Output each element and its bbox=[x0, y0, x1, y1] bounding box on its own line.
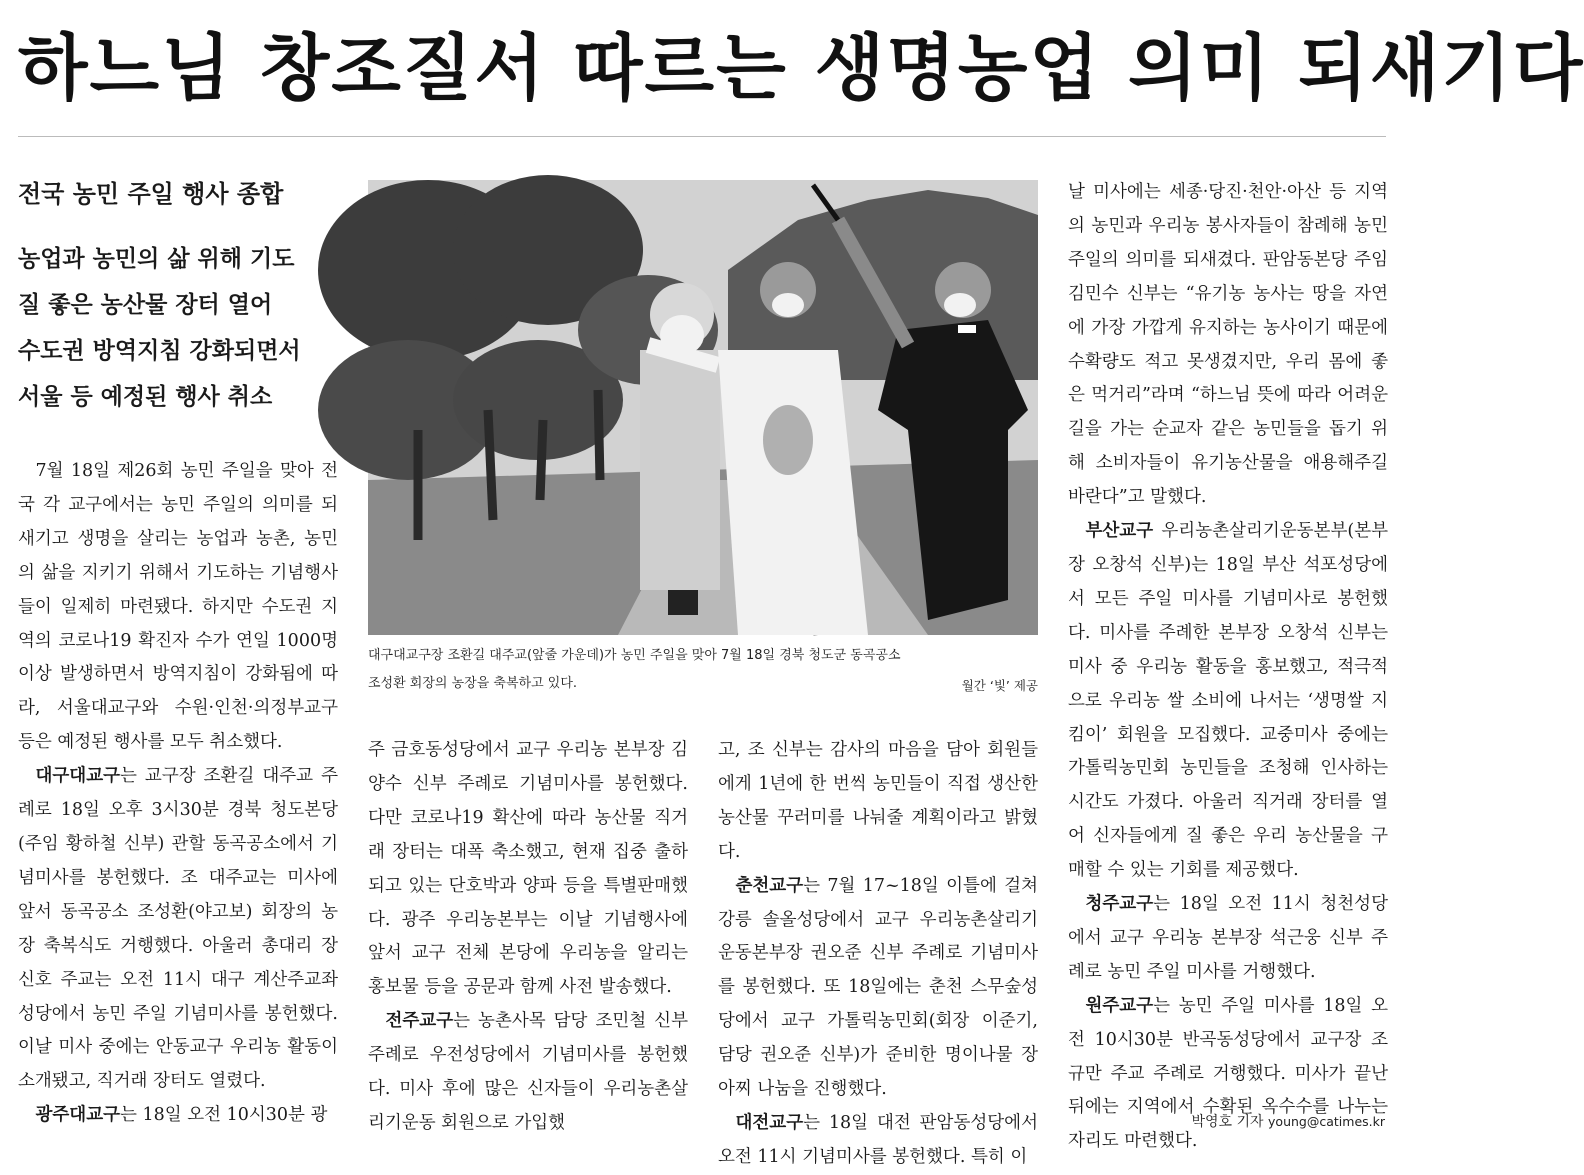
paragraph bbox=[18, 1099, 338, 1133]
paragraph-text: 는 18일 오전 11시 청천성당에서 교구 우리농 본부장 석근웅 신부 주례로 농민 주일 미사를 거행했다. bbox=[1068, 894, 1388, 982]
paragraph bbox=[18, 760, 338, 1099]
subheadline: 질 좋은 농산물 장터 열어 bbox=[18, 292, 273, 318]
paragraph-text: 우리농촌살리기운동본부(본부장 오창석 신부)는 18일 부산 석포성당에서 모든 주일 미사를 기념미사로 봉헌했다. 미사를 주례한 본부장 오창석 신부는 미사 중 우리농 활동을 홍보했고, 적극적으로 우리농 쌀 소비에 나서는 ‘생명쌀 지킴이’ 회원을 모집했다. 교중미사 중에는 가톨릭농민회 농민들을 조청해 인사하는 시간도 가졌다. 아울러 직거래 장터를 열어 신자들에게 질 좋은 우리 농산물을 구매할 수 있는 기회를 제공했다. bbox=[1068, 521, 1388, 881]
kicker: 전국 농민 주일 행사 종합 bbox=[18, 180, 284, 208]
paragraph-text: 는 7월 17~18일 이틀에 걸쳐 강릉 솔올성당에서 교구 우리농촌살리기운동본부장 권오준 신부 주례로 기념미사를 봉헌했다. 또 18일에는 춘천 스무숲성당에서 교구 가톨릭농민회(회장 이준기, 담당 권오준 신부)가 준비한 명이나물 장아찌 나눔을 진행했다. bbox=[718, 875, 1038, 1100]
subheadlines bbox=[18, 236, 348, 420]
diocese-lead: 대전교구 bbox=[735, 1112, 804, 1133]
paragraph bbox=[368, 1005, 688, 1141]
paragraph-text: 는 18일 오전 10시30분 광 bbox=[120, 1105, 328, 1126]
paragraph-text: 는 18일 대전 판암동성당에서 오전 11시 기념미사를 봉헌했다. 특히 이 bbox=[718, 1112, 1038, 1167]
article-column-2 bbox=[368, 734, 688, 1141]
article-column-1 bbox=[18, 455, 338, 1133]
article-column-3 bbox=[718, 734, 1038, 1175]
paragraph-text: 는 교구장 조환길 대주교 주례로 18일 오후 3시30분 경북 청도본당(주임 황하철 신부) 관할 동곡공소에서 기념미사를 봉헌했다. 조 대주교는 미사에 앞서 동곡공소 조성환(야고보) 회장의 농장 축복식도 거행했다. 아울러 총대리 장신호 주교는 오전 11시 대구 계산주교좌성당에서 농민 주일 기념미사를 봉헌했다. 이날 미사 중에는 안동교구 우리농 활동이 소개됐고, 직거래 장터도 열렸다. bbox=[18, 766, 338, 1092]
paragraph-text: 는 농촌사목 담당 조민철 신부 주례로 우전성당에서 기념미사를 봉헌했다. 미사 후에 많은 신자들이 우리농촌살리기운동 회원으로 가입했 bbox=[368, 1011, 688, 1133]
diocese-lead: 전주교구 bbox=[385, 1011, 454, 1032]
paragraph: 고, 조 신부는 감사의 마음을 담아 회원들에게 1년에 한 번씩 농민들이 직접 생산한 농산물 꾸러미를 나눠줄 계획이라고 밝혔다. bbox=[718, 740, 1038, 862]
diocese-lead: 광주대교구 bbox=[35, 1105, 121, 1126]
photo-credit: 월간 ‘빛’ 제공 bbox=[961, 678, 1038, 693]
subheadline: 서울 등 예정된 행사 취소 bbox=[18, 384, 273, 410]
diocese-lead: 춘천교구 bbox=[735, 875, 804, 896]
diocese-lead: 원주교구 bbox=[1085, 995, 1154, 1016]
reporter-email[interactable]: young@catimes.kr bbox=[1268, 1114, 1385, 1129]
article-column-4 bbox=[1068, 176, 1388, 1159]
headline: 하느님 창조질서 따르는 생명농업 의미 되새기다 bbox=[18, 26, 1584, 110]
paragraph: 주 금호동성당에서 교구 우리농 본부장 김양수 신부 주례로 기념미사를 봉헌했다. 다만 코로나19 확산에 따라 농산물 직거래 장터는 대폭 축소했고, 현재 집중 출하되고 있는 단호박과 양파 등을 특별판매했다. 광주 우리농본부는 이날 기념행사에 앞서 교구 전체 본당에 우리농을 알리는 홍보물 등을 공문과 함께 사전 발송했다. bbox=[368, 740, 688, 998]
article-photo bbox=[368, 180, 1038, 635]
headline-divider bbox=[18, 136, 1386, 137]
paragraph bbox=[1068, 515, 1388, 888]
byline bbox=[1060, 1111, 1385, 1131]
subheadline: 농업과 농민의 삶 위해 기도 bbox=[18, 246, 295, 272]
subheadline: 수도권 방역지침 강화되면서 bbox=[18, 338, 301, 364]
photo-illustration bbox=[368, 180, 1038, 635]
caption-line: 조성환 회장의 농장을 축복하고 있다. bbox=[368, 676, 578, 691]
paragraph: 7월 18일 제26회 농민 주일을 맞아 전국 각 교구에서는 농민 주일의 의미를 되새기고 생명을 살리는 농업과 농촌, 농민의 삶을 지키기 위해서 기도하는 기념행사들이 일제히 마련됐다. 하지만 수도권 지역의 코로나19 확진자 수가 연일 1000명 이상 발생하면서 방역지침이 강화됨에 따라, 서울대교구와 수원·인천·의정부교구 등은 예정된 행사를 모두 취소했다. bbox=[18, 461, 338, 753]
paragraph bbox=[718, 870, 1038, 1107]
diocese-lead: 부산교구 bbox=[1085, 521, 1154, 542]
paragraph bbox=[1068, 990, 1388, 1160]
paragraph bbox=[1068, 888, 1388, 990]
paragraph: 날 미사에는 세종·당진·천안·아산 등 지역의 농민과 우리농 봉사자들이 참례해 농민 주일의 의미를 되새겼다. 판암동본당 주임 김민수 신부는 “유기농 농사는 땅을 자연에 가장 가깝게 유지하는 농사이기 때문에 수확량도 적고 못생겼지만, 우리 몸에 좋은 먹거리”라며 “하느님 뜻에 따라 어려운 길을 가는 순교자 같은 농민들을 돕기 위해 소비자들이 유기농산물을 애용해주길 바란다”고 말했다. bbox=[1068, 182, 1388, 508]
reporter-name: 박영호 기자 bbox=[1191, 1114, 1264, 1130]
paragraph bbox=[718, 1107, 1038, 1175]
paragraph-text: 는 농민 주일 미사를 18일 오전 10시30분 반곡동성당에서 교구장 조규만 주교 주례로 거행했다. 미사가 끝난 뒤에는 지역에서 수확된 옥수수를 나누는 자리도 마련했다. bbox=[1068, 995, 1388, 1152]
diocese-lead: 청주교구 bbox=[1085, 894, 1154, 915]
diocese-lead: 대구대교구 bbox=[35, 766, 121, 787]
caption-line: 대구대교구장 조환길 대주교(앞줄 가운데)가 농민 주일을 맞아 7월 18일 경북 청도군 동곡공소 bbox=[368, 648, 901, 663]
